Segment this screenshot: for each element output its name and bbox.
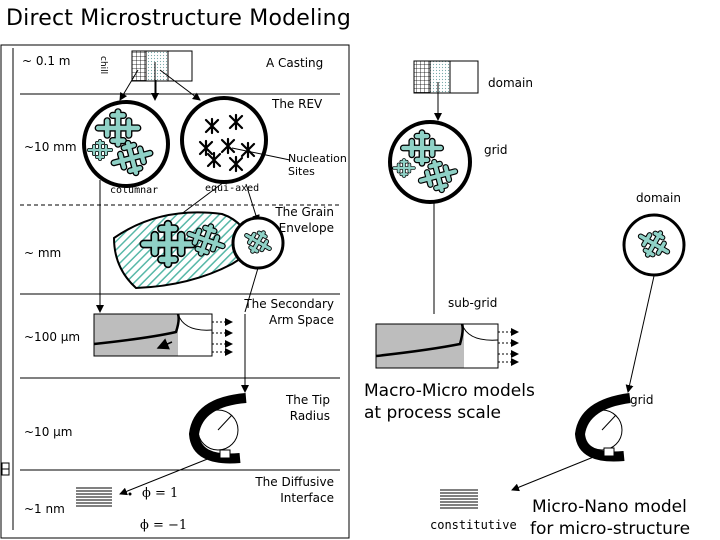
subgrid-label: sub-grid xyxy=(448,296,498,310)
scale-label: ~ mm xyxy=(24,246,62,260)
domain-grain-icon xyxy=(624,215,684,275)
chill-label: chill xyxy=(98,56,108,75)
scale-label: ~1 nm xyxy=(24,502,65,516)
columnar-label: columnar xyxy=(110,185,159,196)
diffusive-interface-label: The Diffusive Interface xyxy=(255,475,334,505)
nucleation-label: Nucleation Sites xyxy=(288,152,347,178)
arm-space-icon xyxy=(94,314,232,356)
phi-one-label: ϕ = 1 xyxy=(142,486,179,501)
grid-label: grid xyxy=(484,143,508,157)
domain-label: domain xyxy=(636,191,681,205)
equiaxed-label: equi-axed xyxy=(205,183,260,194)
scale-label: ~10 μm xyxy=(24,425,73,439)
casting-icon xyxy=(132,51,192,81)
domain-label: domain xyxy=(488,76,533,90)
arm-space-label: The Secondary Arm Space xyxy=(244,297,334,327)
domain-icon xyxy=(414,61,478,93)
columnar-rev-icon xyxy=(84,102,168,186)
diffusive-interface-icon xyxy=(76,488,112,506)
constitutive-label: constitutive xyxy=(430,518,517,532)
grain-envelope-label: The Grain Envelope xyxy=(275,205,334,235)
tip-radius-label: The Tip Radius xyxy=(285,393,330,423)
rev-label: The REV xyxy=(272,97,323,111)
constitutive-lines-icon xyxy=(440,490,478,508)
casting-label: A Casting xyxy=(266,56,324,70)
scale-label: ~ 0.1 m xyxy=(22,54,71,68)
micro-nano-label: Micro-Nano model for micro-structure xyxy=(530,497,691,539)
grid-label: grid xyxy=(630,393,654,407)
scale-label: ~100 μm xyxy=(24,330,81,344)
page-title: Direct Microstructure Modeling xyxy=(6,6,351,31)
grid-rev-icon xyxy=(390,122,470,202)
tip-radius-icon xyxy=(194,398,246,459)
macro-micro-label: Macro-Micro models at process scale xyxy=(364,381,535,423)
phi-minus-one-label: ϕ = −1 xyxy=(140,518,188,533)
equiaxed-rev-icon xyxy=(182,98,266,182)
scale-label: ~10 mm xyxy=(24,140,77,154)
subgrid-icon xyxy=(376,324,518,368)
grid-tip-icon xyxy=(580,398,630,457)
left-panel-frame xyxy=(1,45,349,538)
